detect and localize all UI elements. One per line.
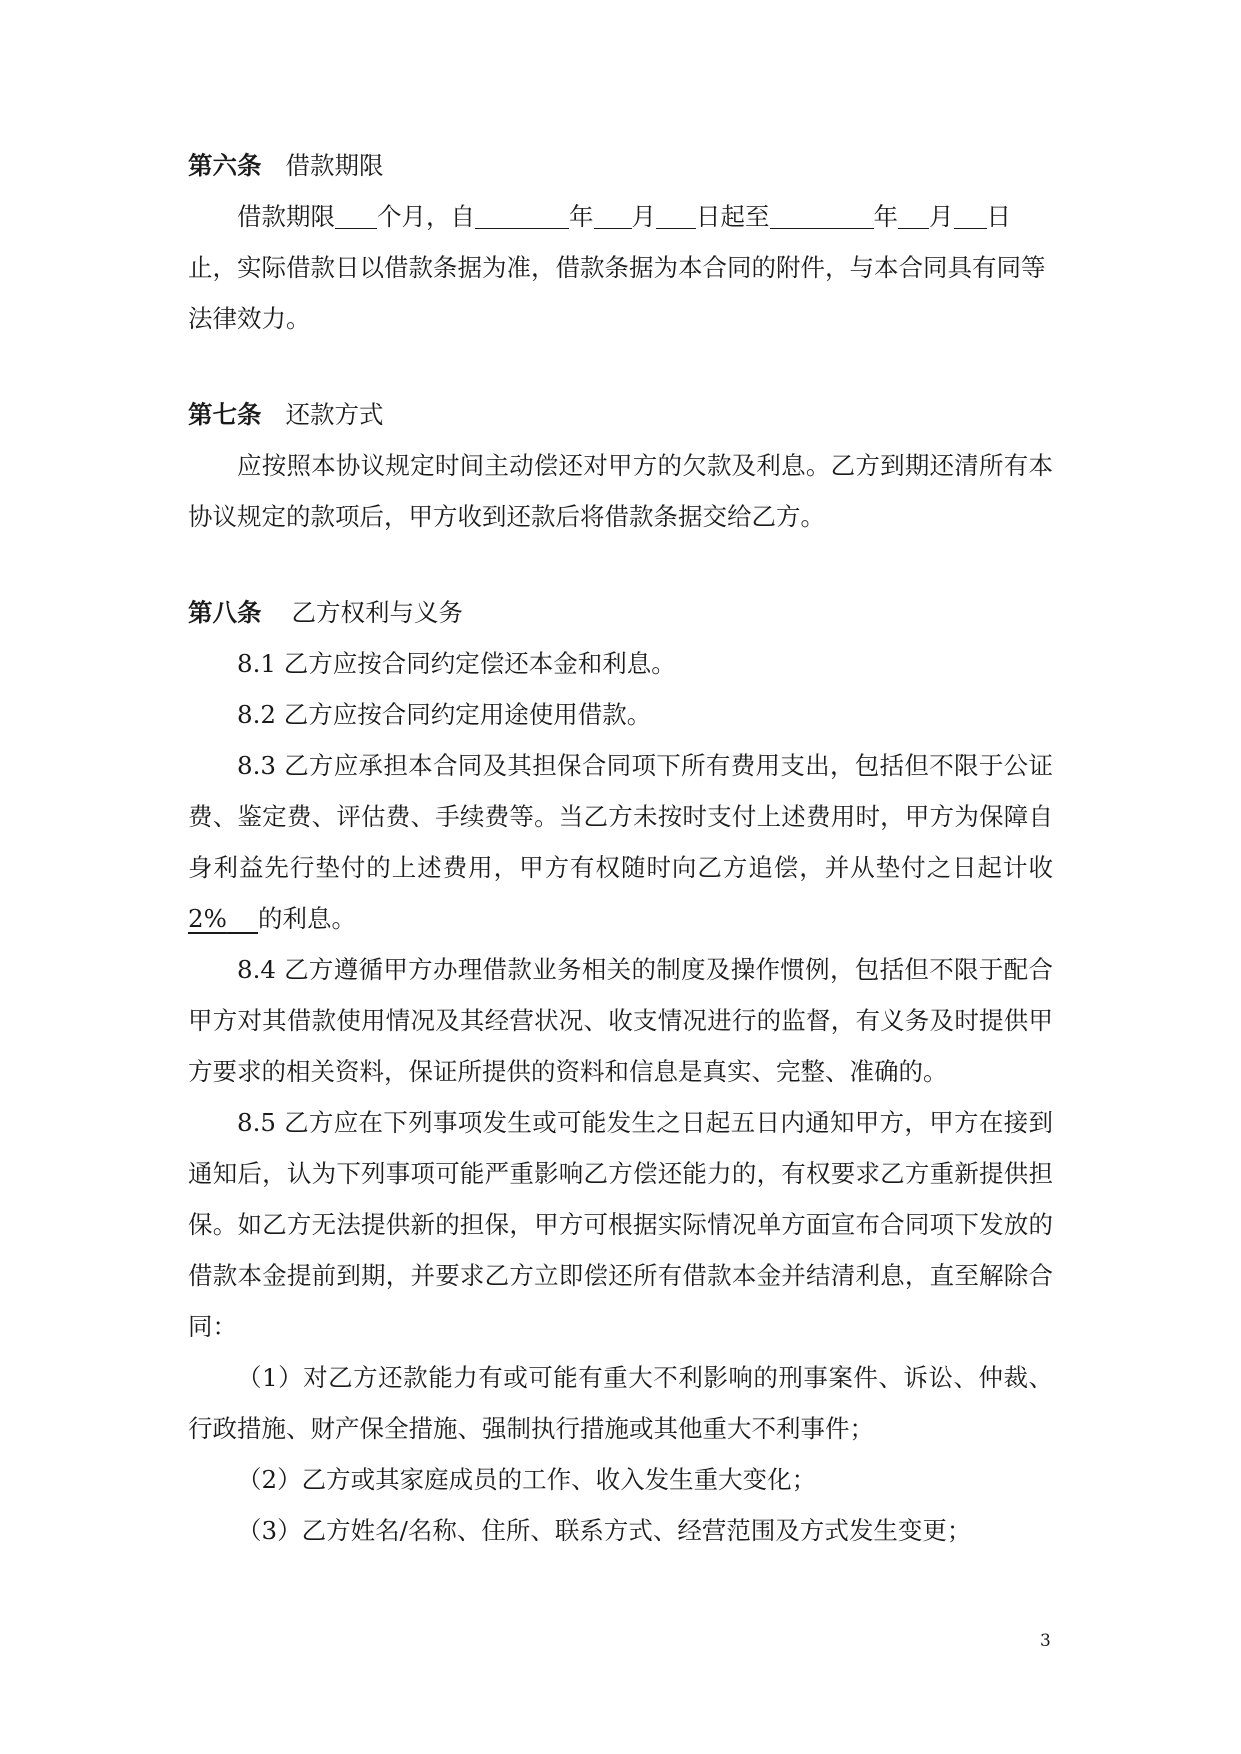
months-blank [335,202,377,229]
end-month-blank [898,202,929,229]
article-6-title: 借款期限 [285,151,384,180]
article-6-heading [188,140,1053,191]
article-6-paragraph [188,191,1053,344]
text-fragment: 月 [929,202,954,231]
interest-rate-value: 2% [188,904,227,933]
end-year-blank [770,202,874,229]
article-8-title: 乙方权利与义务 [291,598,463,627]
end-day-blank [954,202,987,229]
loan-term-label: 借款期限 [237,202,335,231]
page-number: 3 [1040,1631,1051,1651]
start-month-blank [594,202,632,229]
contract-body [188,140,1053,1556]
clause-8-3-text: 8.3 乙方应承担本合同及其担保合同项下所有费用支出，包括但不限于公证费、鉴定费、评估费、手续费等。当乙方未按时支付上述费用时，甲方为保障自身利益先行垫付的上述费用，甲方有权随时向乙方追偿，并从垫付之日起计收 [188,751,1053,882]
clause-8-2: 8.2 乙方应按合同约定用途使用借款。 [237,700,652,729]
clause-8-1: 8.1 乙方应按合同约定偿还本金和利息。 [237,649,676,678]
start-year-blank [475,202,569,229]
text-fragment: 年 [569,202,594,231]
clause-8-5: 8.5 乙方应在下列事项发生或可能发生之日起五日内通知甲方，甲方在接到通知后，认为下列事项可能严重影响乙方偿还能力的，有权要求乙方重新提供担保。如乙方无法提供新的担保，甲方可根据实际情况单方面宣布合同项下发放的借款本金提前到期，并要求乙方立即偿还所有借款本金并结清利息，直至解除合同： [188,1108,1053,1341]
text-fragment: 日止，实际借款日以借款条据为准，借款条据为本合同的附件，与本合同具有同等法律效力。 [188,202,1046,333]
start-day-blank [656,202,696,229]
list-item: （1）对乙方还款能力有或可能有重大不利影响的刑事案件、诉讼、仲裁、行政措施、财产保全措施、强制执行措施或其他重大不利事件； [188,1363,1053,1443]
list-item: （3）乙方姓名/名称、住所、联系方式、经营范围及方式发生变更； [237,1516,972,1545]
article-8-heading [188,587,1053,638]
list-item: （2）乙方或其家庭成员的工作、收入发生重大变化； [237,1465,817,1494]
article-7-heading [188,389,1053,440]
article-7-paragraph: 应按照本协议规定时间主动偿还对甲方的欠款及利息。乙方到期还清所有本协议规定的款项后，甲方收到还款后将借款条据交给乙方。 [188,451,1053,531]
clause-8-4: 8.4 乙方遵循甲方办理借款业务相关的制度及操作惯例，包括但不限于配合甲方对其借款使用情况及其经营状况、收支情况进行的监督，有义务及时提供甲方要求的相关资料，保证所提供的资料和信息是真实、完整、准确的。 [188,955,1053,1086]
article-8-number: 第八条 [188,598,262,627]
text-fragment: 个月，自 [377,202,475,231]
text-fragment: 日起至 [696,202,770,231]
article-6-number: 第六条 [188,151,262,180]
clause-8-3-suffix: 的利息。 [258,904,357,933]
text-fragment: 年 [873,202,898,231]
clause-8-3 [188,740,1053,944]
article-7-title: 还款方式 [285,400,384,429]
article-7-number: 第七条 [188,400,262,429]
text-fragment: 月 [631,202,656,231]
